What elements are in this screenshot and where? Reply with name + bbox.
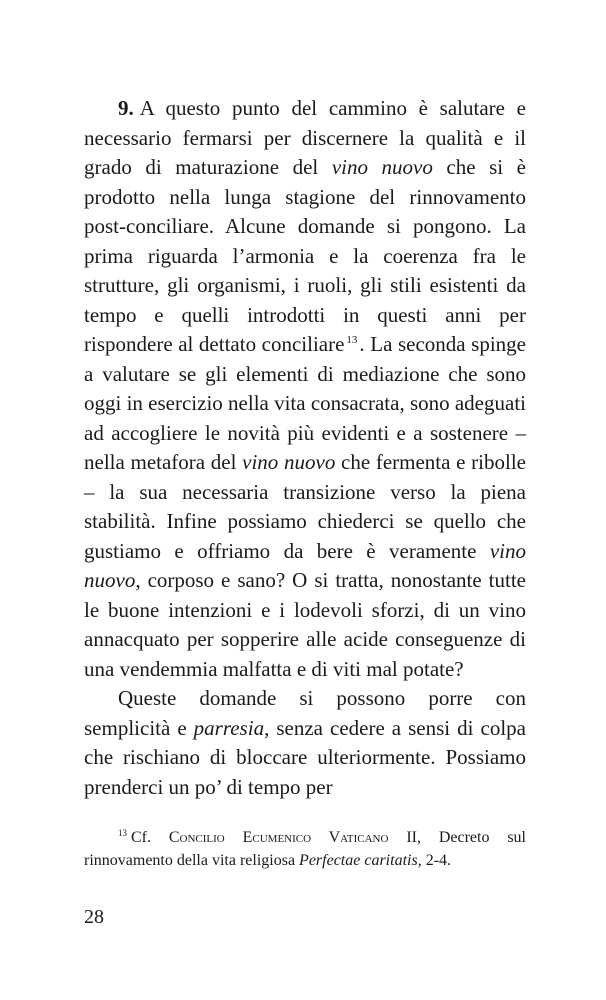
text-span: , corposo e sano? O si tratta, nonostante tutte le buone intenzioni e i lodevoli sforzi, di un vino annacquato per sopperire alle acide conseguenze di una vendemmia malfatta e di viti mal potate? [84,568,526,681]
text-span: II, Decreto sul rinnovamento della vita religiosa [84,829,526,869]
page-body [84,94,526,802]
footnote [84,826,526,872]
italic-span: parresia [193,715,265,740]
italic-span: vino nuovo [84,538,526,592]
italic-span: Perfectae caritatis [299,852,418,869]
smallcaps-span: Concilio Ecumenico Vaticano [168,829,389,846]
italic-span: vino nuovo [331,155,433,179]
text-span: . La seconda spinge a valutare se gli elementi di mediazione che sono oggi in esercizio nella vita consacrata, sono adeguati ad accogliere le novità più evidenti e a sostenere – nella metafora del [84,332,526,474]
text-span: A questo punto del cammino è salutare e necessario fermarsi per discernere la qualità e il grado di maturazione del [84,96,526,179]
footnote-text [84,826,526,872]
text-span: , 2-4. [417,852,452,869]
page-number: 28 [84,906,104,928]
body-text [84,94,526,802]
text-span: , senza cedere a sensi di colpa che rischiano di bloccare ulteriormente. Possiamo prenderci un po’ di tempo per [84,715,526,799]
section-number: 9. [118,96,134,120]
text-span: che si è prodotto nella lunga stagione del rinnovamento post-conciliare. Alcune domande si pongono. La prima riguarda l’armonia e la coerenza fra le strutture, gli organismi, i ruoli, gli stili esistenti da tempo e quelli introdotti in questi anni per rispondere al dettato conciliare [84,155,526,356]
italic-span: vino nuovo [242,450,336,474]
paragraph-2 [84,684,526,802]
text-span: che fermenta e ribolle – la sua necessaria transizione verso la piena stabilità. Infine possiamo chiederci se quello che gustiamo e offriamo da bere è veramente [84,450,526,563]
paragraph-1 [84,94,526,684]
footnote-number: 13 [118,828,127,838]
text-span: Cf. [131,829,169,846]
footnote-reference: 13 [346,334,358,346]
text-span: Queste domande si possono porre con semplicità e [84,686,526,740]
